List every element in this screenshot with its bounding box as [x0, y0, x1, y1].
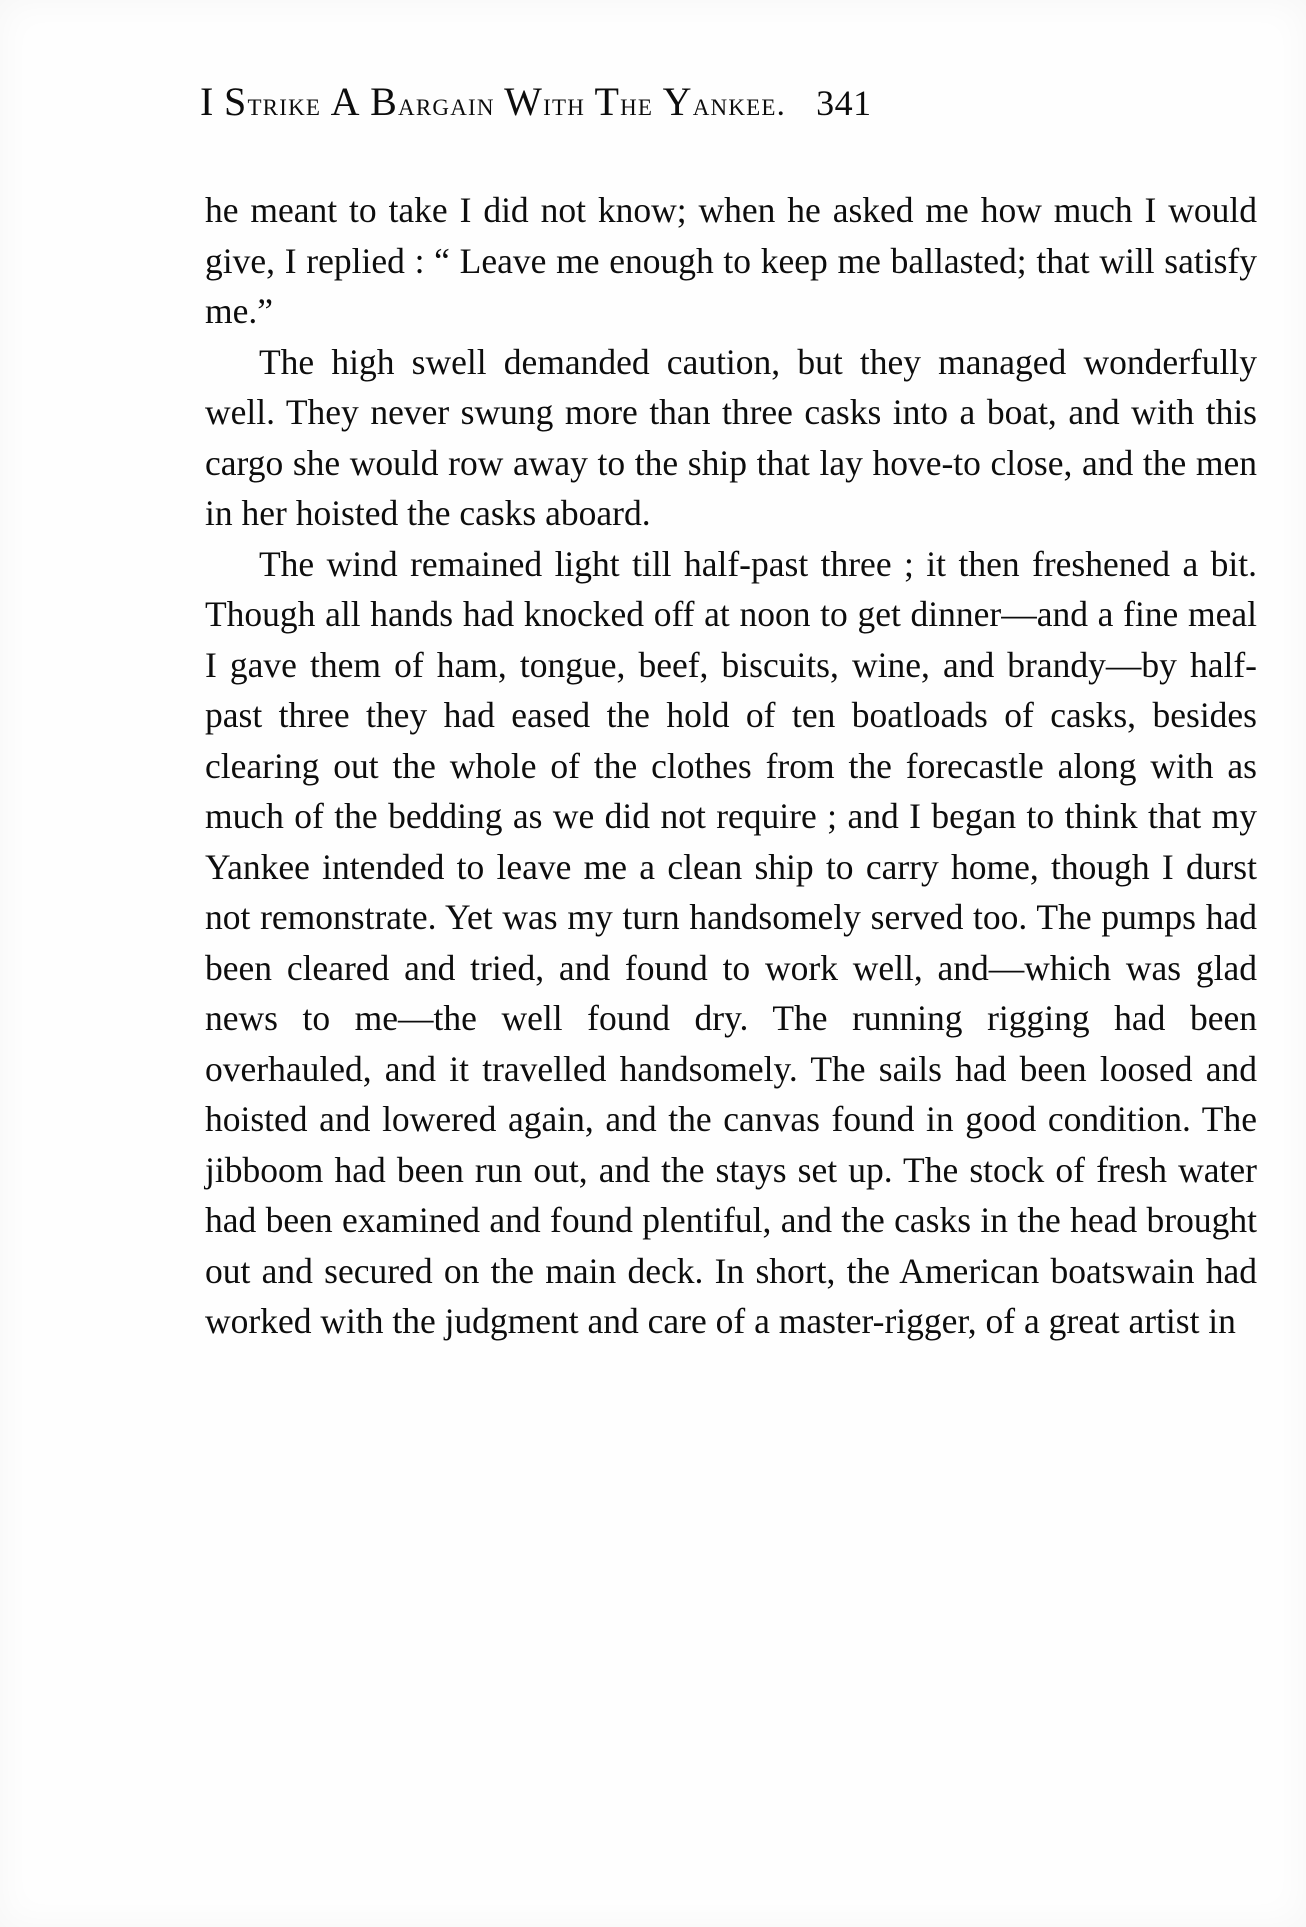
- running-head-title: I Strike A Bargain With The Yankee.: [200, 79, 787, 124]
- page-number: 341: [816, 83, 872, 123]
- paragraph: The high swell demanded caution, but they managed wonderfully well. They never swung more than three casks into a boat, and with this cargo she would row away to the ship that lay hove-to close, and the men in her hoisted the casks aboard.: [205, 341, 1257, 533]
- paragraph: The wind remained light till half-past three ; it then freshened a bit. Though all hands had knocked off at noon to get dinner—and a fine meal I gave them of ham, tongue, beef, biscuits, wine, and brandy—by half-past three they had eased the hold of ten boatloads of casks, besides clearing out the whole of the clothes from the forecastle along with as much of the bedding as we did not require ; and I began to think that my Yankee intended to leave me a clean ship to carry home, though I durst not remonstrate. Yet was my turn handsomely served too. The pumps had been cleared and tried, and found to work well, and—which was glad news to me—the well found dry. The running rigging had been overhauled, and it travelled handsomely. The sails had been loosed and hoisted and lowered again, and the canvas found in good condition. The jibboom had been run out, and the stays set up. The stock of fresh water had been examined and found plentiful, and the casks in the head brought out and secured on the main deck. In short, the American boatswain had worked with the judgment and care of a master-rigger, of a great artist in: [205, 543, 1257, 1341]
- page-body: [205, 185, 1257, 1347]
- paragraph: he meant to take I did not know; when he asked me how much I would give, I replied : “ Leave me enough to keep me ballasted; that will satisfy me.”: [205, 190, 1257, 331]
- running-head: [200, 78, 1260, 125]
